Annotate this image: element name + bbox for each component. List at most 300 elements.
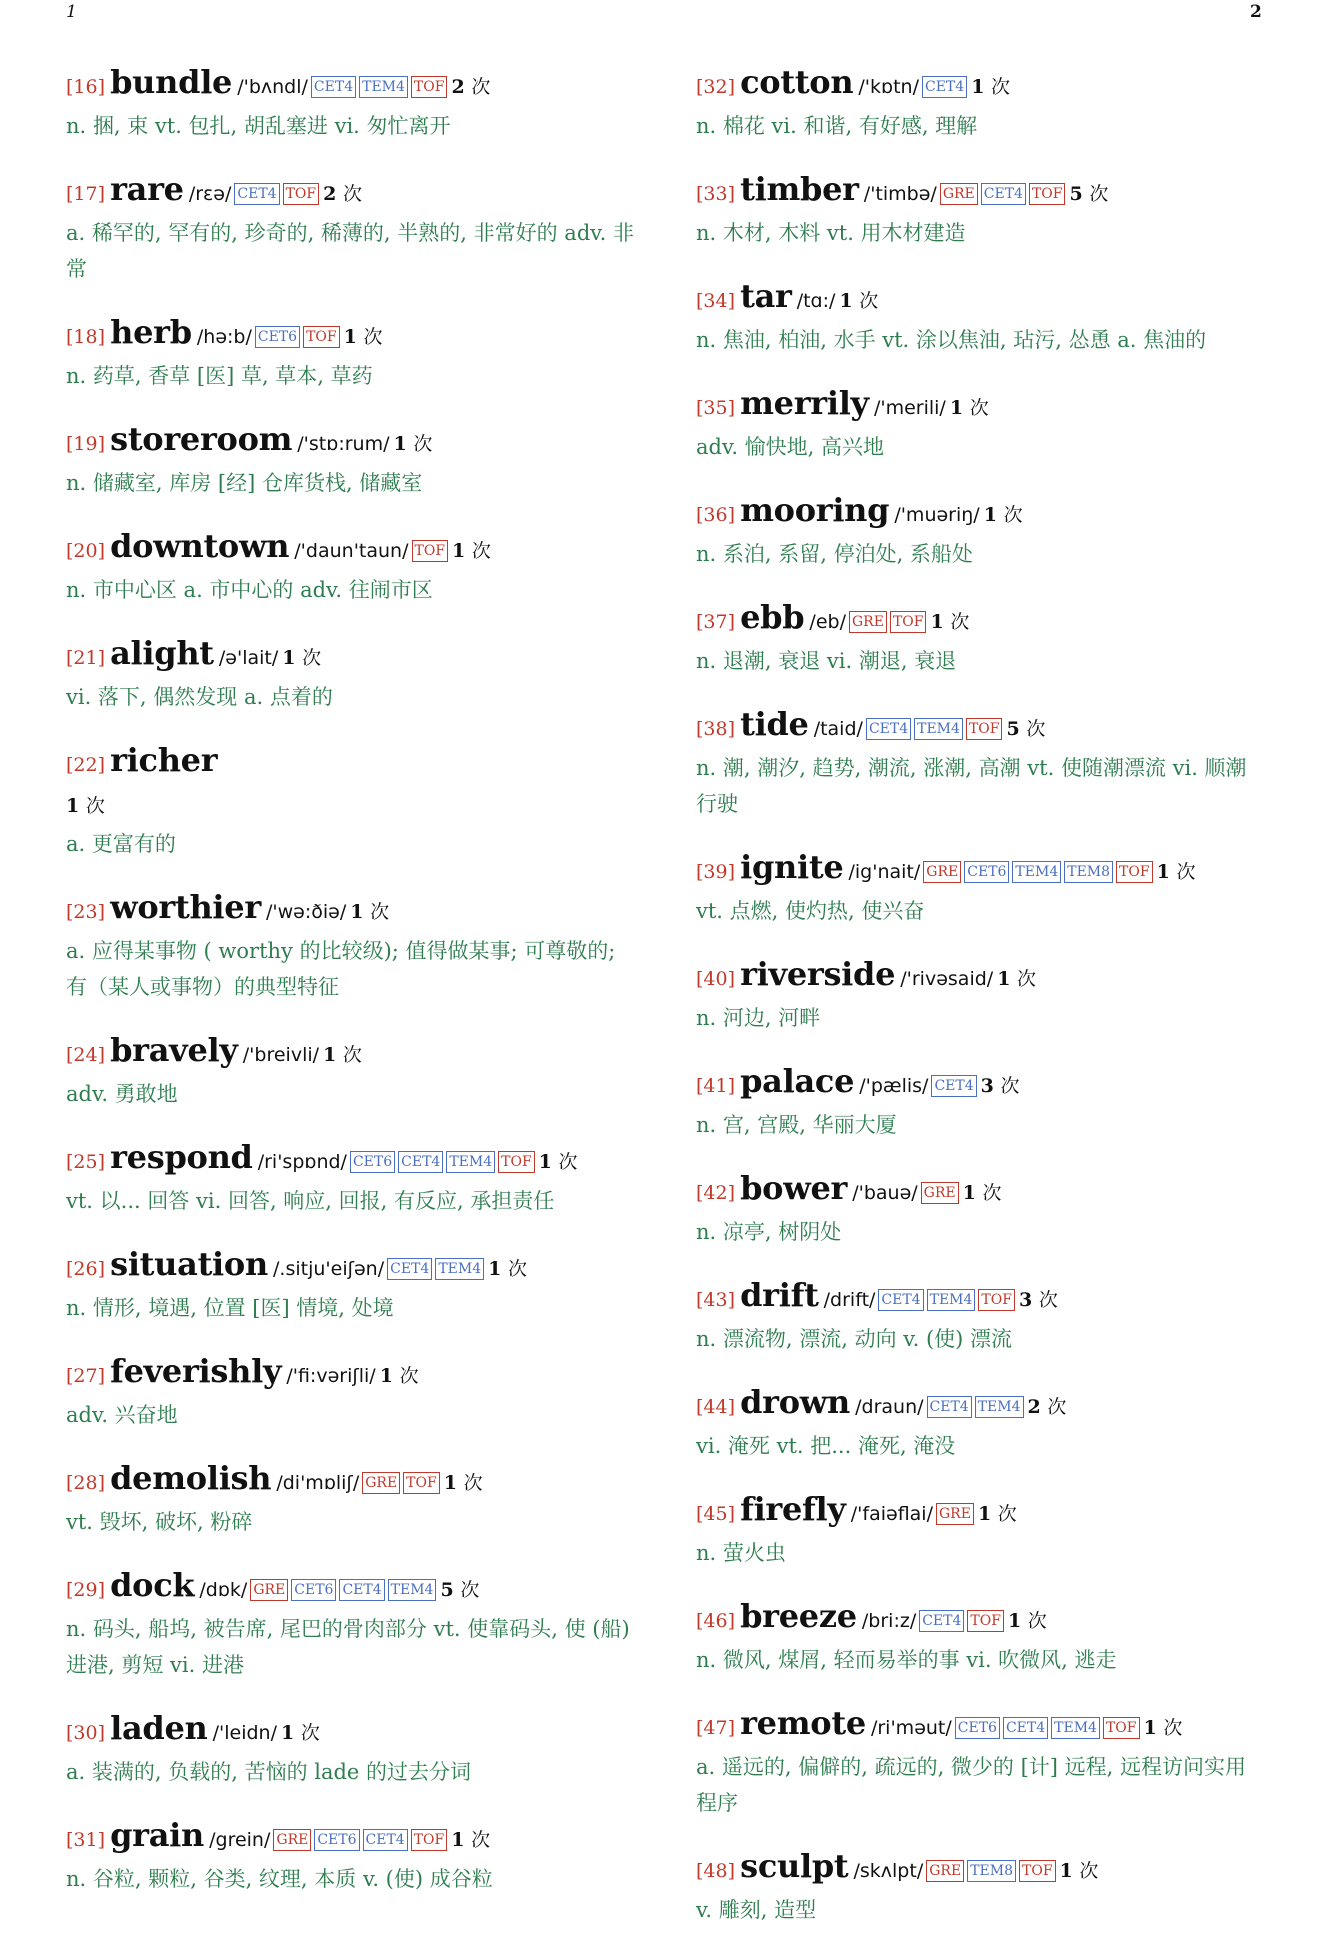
definition: vi. 淹死 vt. 把... 淹死, 淹没 xyxy=(696,1434,956,1458)
phonetic: /'stɒ:rum/ xyxy=(297,433,390,455)
phonetic: /dɒk/ xyxy=(199,1579,248,1601)
entry-index: [41] xyxy=(696,1075,736,1097)
word-entry xyxy=(66,1351,641,1433)
exam-tag-badge: TOF xyxy=(1103,1717,1140,1739)
exam-tag-badge: CET4 xyxy=(311,76,356,98)
exam-tag-badge: CET6 xyxy=(350,1151,395,1173)
headword: merrily xyxy=(740,384,869,422)
definition: vi. 落下, 偶然发现 a. 点着的 xyxy=(66,685,333,709)
frequency-count xyxy=(393,433,432,455)
definition: n. 潮, 潮汐, 趋势, 潮流, 涨潮, 高潮 vt. 使随潮漂流 vi. 顺潮行驶 xyxy=(696,756,1247,816)
count-number: 1 xyxy=(343,326,357,348)
frequency-count xyxy=(930,611,969,633)
definition: adv. 勇敢地 xyxy=(66,1082,178,1106)
headword: laden xyxy=(110,1709,208,1747)
count-number: 1 xyxy=(451,1829,465,1851)
word-entry xyxy=(66,1565,641,1683)
count-number: 1 xyxy=(949,397,964,419)
phonetic: /bri:z/ xyxy=(861,1610,917,1632)
exam-tag-badge: CET4 xyxy=(931,1075,976,1097)
word-entry xyxy=(66,740,641,862)
word-entry xyxy=(66,1137,641,1219)
exam-tag-badge: TEM8 xyxy=(1064,861,1113,883)
count-unit: 次 xyxy=(463,1472,483,1494)
phonetic: /'muəriŋ/ xyxy=(894,504,980,526)
phonetic: /tɑ:/ xyxy=(796,290,836,312)
definition: n. 漂流物, 漂流, 动向 v. (使) 漂流 xyxy=(696,1327,1013,1351)
headword: respond xyxy=(110,1138,253,1176)
phonetic: /'rivəsaid/ xyxy=(900,968,994,990)
frequency-count xyxy=(1028,1396,1067,1418)
entry-index: [35] xyxy=(696,397,736,419)
count-unit: 次 xyxy=(1003,504,1023,526)
entry-index: [44] xyxy=(696,1396,736,1418)
count-number: 3 xyxy=(1018,1289,1033,1311)
exam-tag-badge: CET6 xyxy=(255,326,300,348)
count-number: 2 xyxy=(323,183,337,205)
count-number: 1 xyxy=(282,647,296,669)
exam-tag-badge: CET4 xyxy=(919,1610,964,1632)
count-number: 1 xyxy=(983,504,997,526)
definition: n. 情形, 境遇, 位置 [医] 情境, 处境 xyxy=(66,1296,394,1320)
frequency-count xyxy=(451,1829,490,1851)
phonetic: /skʌlpt/ xyxy=(853,1860,924,1882)
phonetic: /ri'məut/ xyxy=(870,1717,952,1739)
left-column xyxy=(66,62,641,1922)
count-number: 1 xyxy=(393,433,407,455)
definition: n. 棉花 vi. 和谐, 有好感, 理解 xyxy=(696,114,978,138)
entry-index: [29] xyxy=(66,1579,106,1601)
count-number: 1 xyxy=(538,1151,552,1173)
count-number: 5 xyxy=(440,1579,454,1601)
headword: ebb xyxy=(740,598,805,636)
phonetic: /ə'lait/ xyxy=(218,647,279,669)
frequency-count xyxy=(984,504,1023,526)
word-entry xyxy=(696,383,1266,465)
count-unit: 次 xyxy=(1163,1717,1183,1739)
word-entry xyxy=(696,847,1266,929)
frequency-count xyxy=(451,76,490,98)
exam-tag-badge: TOF xyxy=(967,1610,1004,1632)
exam-tag-badge: TOF xyxy=(1019,1860,1056,1882)
exam-tag-badge: CET4 xyxy=(363,1829,408,1851)
count-number: 1 xyxy=(997,968,1011,990)
count-unit: 次 xyxy=(370,901,390,923)
word-entry xyxy=(696,1382,1266,1464)
phonetic: /eb/ xyxy=(809,611,846,633)
exam-tag-badge: GRE xyxy=(849,611,887,633)
entry-index: [42] xyxy=(696,1182,736,1204)
count-line xyxy=(66,786,641,826)
entry-headline xyxy=(696,847,1266,893)
phonetic: /'pælis/ xyxy=(859,1075,929,1097)
headword: demolish xyxy=(110,1459,272,1497)
entry-headline xyxy=(696,954,1266,1000)
entry-headline xyxy=(66,1244,641,1290)
count-unit: 次 xyxy=(471,1829,491,1851)
headword: remote xyxy=(740,1704,866,1742)
frequency-count xyxy=(350,901,389,923)
exam-tag-badge: TOF xyxy=(890,611,927,633)
frequency-count xyxy=(539,1151,578,1173)
exam-tag-badge: CET4 xyxy=(866,718,911,740)
frequency-count xyxy=(1019,1289,1058,1311)
exam-tag-badge: TEM4 xyxy=(359,76,408,98)
frequency-count xyxy=(997,968,1036,990)
count-unit: 次 xyxy=(950,611,970,633)
count-number: 1 xyxy=(1059,1860,1073,1882)
entry-index: [26] xyxy=(66,1258,106,1280)
headword: cotton xyxy=(740,63,854,101)
phonetic: /'merili/ xyxy=(873,397,946,419)
definition: adv. 兴奋地 xyxy=(66,1403,178,1427)
exam-tag-badge: CET4 xyxy=(234,183,279,205)
count-unit: 次 xyxy=(363,326,383,348)
headword: storeroom xyxy=(110,420,293,458)
definition: n. 捆, 束 vt. 包扎, 胡乱塞进 vi. 匆忙离开 xyxy=(66,114,451,138)
definition: n. 宫, 宫殿, 华丽大厦 xyxy=(696,1113,897,1137)
exam-tag-badge: TOF xyxy=(498,1151,535,1173)
definition: n. 微风, 煤屑, 轻而易举的事 vi. 吹微风, 逃走 xyxy=(696,1648,1117,1672)
exam-tag-badge: GRE xyxy=(926,1860,964,1882)
phonetic: /ig'nait/ xyxy=(848,861,921,883)
entry-headline xyxy=(66,1458,641,1504)
exam-tag-badge: TOF xyxy=(411,1829,448,1851)
headword: feverishly xyxy=(110,1352,282,1390)
entry-index: [47] xyxy=(696,1717,736,1739)
word-entry xyxy=(696,490,1266,572)
headword: grain xyxy=(110,1816,205,1854)
count-number: 1 xyxy=(930,611,944,633)
exam-tag-badge: CET4 xyxy=(1003,1717,1048,1739)
phonetic: /drift/ xyxy=(823,1289,876,1311)
headword: palace xyxy=(740,1062,855,1100)
frequency-count xyxy=(1006,718,1045,740)
count-unit: 次 xyxy=(302,647,322,669)
count-unit: 次 xyxy=(460,1579,480,1601)
count-unit: 次 xyxy=(399,1365,419,1387)
count-number: 1 xyxy=(1143,1717,1157,1739)
exam-tag-badge: TEM4 xyxy=(446,1151,495,1173)
definition: vt. 以... 回答 vi. 回答, 响应, 回报, 有反应, 承担责任 xyxy=(66,1189,555,1213)
entry-headline xyxy=(66,633,641,679)
count-unit: 次 xyxy=(991,76,1011,98)
exam-tag-badge: CET4 xyxy=(387,1258,432,1280)
definition: a. 更富有的 xyxy=(66,832,176,856)
headword: timber xyxy=(740,170,859,208)
entry-index: [16] xyxy=(66,76,106,98)
exam-tag-badge: TOF xyxy=(303,326,340,348)
count-unit: 次 xyxy=(342,1044,362,1066)
headword: situation xyxy=(110,1245,268,1283)
frequency-count xyxy=(452,540,491,562)
entry-headline xyxy=(696,704,1266,750)
count-number: 1 xyxy=(1007,1610,1022,1632)
count-number: 1 xyxy=(323,1044,337,1066)
exam-tag-badge: TOF xyxy=(978,1289,1015,1311)
word-entry xyxy=(696,276,1266,358)
frequency-count xyxy=(282,647,321,669)
exam-tag-badge: TEM4 xyxy=(1051,1717,1100,1739)
headword: mooring xyxy=(740,491,890,529)
entry-headline xyxy=(66,419,641,465)
word-entry xyxy=(696,1061,1266,1143)
phonetic: /di'mɒliʃ/ xyxy=(276,1472,360,1494)
entry-headline xyxy=(66,740,641,786)
exam-tag-badge: TOF xyxy=(1029,183,1066,205)
frequency-count xyxy=(971,76,1010,98)
definition: n. 退潮, 衰退 vi. 潮退, 衰退 xyxy=(696,649,957,673)
phonetic: /'timbə/ xyxy=(863,183,937,205)
frequency-count xyxy=(66,786,641,826)
headword: dock xyxy=(110,1566,195,1604)
entry-index: [43] xyxy=(696,1289,736,1311)
entry-index: [17] xyxy=(66,183,106,205)
exam-tag-badge: TEM4 xyxy=(435,1258,484,1280)
frequency-count xyxy=(1060,1860,1099,1882)
exam-tag-badge: TOF xyxy=(403,1472,440,1494)
entry-index: [28] xyxy=(66,1472,106,1494)
phonetic: /'daun'taun/ xyxy=(294,540,409,562)
count-unit: 次 xyxy=(982,1182,1002,1204)
entry-headline xyxy=(66,526,641,572)
entry-index: [34] xyxy=(696,290,736,312)
exam-tag-badge: TEM4 xyxy=(975,1396,1024,1418)
word-entry xyxy=(696,1596,1266,1678)
entry-index: [40] xyxy=(696,968,736,990)
entry-index: [38] xyxy=(696,718,736,740)
count-number: 1 xyxy=(350,901,364,923)
definition: n. 木材, 木料 vt. 用木材建造 xyxy=(696,221,966,245)
definition: n. 焦油, 柏油, 水手 vt. 涂以焦油, 玷污, 怂恿 a. 焦油的 xyxy=(696,328,1207,352)
count-unit: 次 xyxy=(342,183,362,205)
definition: vt. 毁坏, 破坏, 粉碎 xyxy=(66,1510,253,1534)
definition: n. 系泊, 系留, 停泊处, 系船处 xyxy=(696,542,973,566)
exam-tag-badge: CET6 xyxy=(964,861,1009,883)
entry-headline xyxy=(66,169,641,215)
entry-headline xyxy=(696,490,1266,536)
word-entry xyxy=(696,1168,1266,1250)
entry-headline xyxy=(66,1565,641,1611)
count-unit: 次 xyxy=(969,397,989,419)
count-number: 1 xyxy=(977,1503,992,1525)
frequency-count xyxy=(380,1365,419,1387)
entry-headline xyxy=(696,1703,1266,1749)
phonetic: /taid/ xyxy=(813,718,863,740)
frequency-count xyxy=(444,1472,483,1494)
entry-headline xyxy=(696,1596,1266,1642)
headword: drown xyxy=(740,1383,851,1421)
count-unit: 次 xyxy=(413,433,433,455)
definition: n. 码头, 船坞, 被告席, 尾巴的骨肉部分 vt. 使靠码头, 使 (船) 进港, 剪短 vi. 进港 xyxy=(66,1617,630,1677)
exam-tag-badge: CET4 xyxy=(922,76,967,98)
entry-headline xyxy=(696,1382,1266,1428)
exam-tag-badge: CET4 xyxy=(398,1151,443,1173)
entry-headline xyxy=(696,597,1266,643)
entry-headline xyxy=(696,276,1266,322)
entry-headline xyxy=(66,1137,641,1183)
definition: v. 雕刻, 造型 xyxy=(696,1898,817,1922)
frequency-count xyxy=(440,1579,479,1601)
headword: alight xyxy=(110,634,214,672)
exam-tag-badge: CET6 xyxy=(955,1717,1000,1739)
entry-index: [30] xyxy=(66,1722,106,1744)
count-number: 1 xyxy=(281,1722,295,1744)
entry-headline xyxy=(696,62,1266,108)
exam-tag-badge: TOF xyxy=(966,718,1003,740)
exam-tag-badge: TOF xyxy=(411,76,448,98)
count-unit: 次 xyxy=(85,795,105,817)
frequency-count xyxy=(1069,183,1108,205)
phonetic: /'kɒtn/ xyxy=(858,76,919,98)
frequency-count xyxy=(281,1722,320,1744)
count-unit: 次 xyxy=(1047,1396,1067,1418)
headword: breeze xyxy=(740,1597,857,1635)
entry-index: [25] xyxy=(66,1151,106,1173)
count-number: 1 xyxy=(443,1472,457,1494)
entry-index: [19] xyxy=(66,433,106,455)
exam-tag-badge: CET4 xyxy=(339,1579,384,1601)
entry-index: [32] xyxy=(696,76,736,98)
entry-index: [23] xyxy=(66,901,106,923)
count-unit: 次 xyxy=(997,1503,1017,1525)
entry-index: [46] xyxy=(696,1610,736,1632)
word-entry xyxy=(696,1846,1266,1928)
count-unit: 次 xyxy=(1000,1075,1020,1097)
word-entry xyxy=(696,1489,1266,1571)
frequency-count xyxy=(323,183,362,205)
definition: adv. 愉快地, 高兴地 xyxy=(696,435,885,459)
entry-index: [24] xyxy=(66,1044,106,1066)
entry-headline xyxy=(66,62,641,108)
count-unit: 次 xyxy=(1089,183,1109,205)
count-unit: 次 xyxy=(471,76,491,98)
word-entry xyxy=(696,1703,1266,1821)
definition: n. 市中心区 a. 市中心的 adv. 往闹市区 xyxy=(66,578,433,602)
count-unit: 次 xyxy=(1017,968,1037,990)
frequency-count xyxy=(981,1075,1020,1097)
entry-headline xyxy=(66,1815,641,1861)
headword: riverside xyxy=(740,955,896,993)
entry-index: [48] xyxy=(696,1860,736,1882)
phonetic: /'faiəflai/ xyxy=(850,1503,933,1525)
entry-headline xyxy=(696,169,1266,215)
entry-index: [37] xyxy=(696,611,736,633)
count-number: 5 xyxy=(1006,718,1020,740)
word-entry xyxy=(66,1815,641,1897)
frequency-count xyxy=(950,397,989,419)
entry-headline xyxy=(696,1846,1266,1892)
word-entry xyxy=(696,169,1266,251)
phonetic: /hə:b/ xyxy=(196,326,252,348)
exam-tag-badge: GRE xyxy=(250,1579,288,1601)
exam-tag-badge: TEM4 xyxy=(927,1289,976,1311)
phonetic: /'bauə/ xyxy=(852,1182,918,1204)
frequency-count xyxy=(344,326,383,348)
phonetic: /'fi:vəriʃli/ xyxy=(286,1365,376,1387)
exam-tag-badge: TOF xyxy=(1116,861,1153,883)
count-number: 1 xyxy=(452,540,466,562)
headword: tide xyxy=(740,705,809,743)
phonetic: /'bʌndl/ xyxy=(237,76,308,98)
word-entry xyxy=(66,312,641,394)
count-unit: 次 xyxy=(471,540,491,562)
headword: bundle xyxy=(110,63,233,101)
frequency-count xyxy=(963,1182,1002,1204)
headword: bower xyxy=(740,1169,848,1207)
definition: n. 药草, 香草 [医] 草, 草本, 草药 xyxy=(66,364,373,388)
exam-tag-badge: TEM4 xyxy=(388,1579,437,1601)
entry-index: [27] xyxy=(66,1365,106,1387)
word-entry xyxy=(66,633,641,715)
count-unit: 次 xyxy=(1027,1610,1047,1632)
headword: worthier xyxy=(110,888,261,926)
definition: n. 谷粒, 颗粒, 谷类, 纹理, 本质 v. (使) 成谷粒 xyxy=(66,1867,493,1891)
frequency-count xyxy=(488,1258,527,1280)
phonetic: /rɛə/ xyxy=(188,183,232,205)
entry-index: [18] xyxy=(66,326,106,348)
count-unit: 次 xyxy=(1079,1860,1099,1882)
count-unit: 次 xyxy=(300,1722,320,1744)
entry-index: [33] xyxy=(696,183,736,205)
exam-tag-badge: GRE xyxy=(940,183,978,205)
word-entry xyxy=(696,704,1266,822)
count-number: 5 xyxy=(1069,183,1083,205)
count-number: 1 xyxy=(488,1258,502,1280)
count-number: 3 xyxy=(980,1075,994,1097)
headword: firefly xyxy=(740,1490,846,1528)
exam-tag-badge: GRE xyxy=(273,1829,311,1851)
exam-tag-badge: GRE xyxy=(936,1503,974,1525)
word-entry xyxy=(66,62,641,144)
exam-tag-badge: CET4 xyxy=(981,183,1026,205)
exam-tag-badge: CET6 xyxy=(314,1829,359,1851)
headword: bravely xyxy=(110,1031,238,1069)
word-entry xyxy=(66,887,641,1005)
phonetic: /.sitju'eiʃən/ xyxy=(273,1258,385,1280)
entry-headline xyxy=(66,1708,641,1754)
word-entry xyxy=(66,1244,641,1326)
definition: n. 河边, 河畔 xyxy=(696,1006,821,1030)
entry-index: [39] xyxy=(696,861,736,883)
exam-tag-badge: TEM4 xyxy=(1012,861,1061,883)
definition: a. 稀罕的, 罕有的, 珍奇的, 稀薄的, 半熟的, 非常好的 adv. 非常 xyxy=(66,221,634,281)
entry-index: [21] xyxy=(66,647,106,669)
count-number: 1 xyxy=(962,1182,976,1204)
frequency-count xyxy=(1144,1717,1183,1739)
entry-index: [31] xyxy=(66,1829,106,1851)
entry-headline xyxy=(66,887,641,933)
phonetic: /grein/ xyxy=(209,1829,271,1851)
count-number: 2 xyxy=(451,76,465,98)
headword: ignite xyxy=(740,848,844,886)
exam-tag-badge: CET4 xyxy=(878,1289,923,1311)
count-number: 2 xyxy=(1027,1396,1041,1418)
headword: richer xyxy=(110,741,218,779)
exam-tag-badge: TEM4 xyxy=(914,718,963,740)
word-entry xyxy=(66,1458,641,1540)
definition: n. 储藏室, 库房 [经] 仓库货栈, 储藏室 xyxy=(66,471,423,495)
frequency-count xyxy=(978,1503,1017,1525)
entry-index: [36] xyxy=(696,504,736,526)
entry-headline xyxy=(66,1351,641,1397)
count-unit: 次 xyxy=(558,1151,578,1173)
page-number-left: 1 xyxy=(66,2,77,22)
count-unit: 次 xyxy=(1038,1289,1058,1311)
entry-headline xyxy=(696,383,1266,429)
word-entry xyxy=(696,62,1266,144)
frequency-count xyxy=(1157,861,1196,883)
